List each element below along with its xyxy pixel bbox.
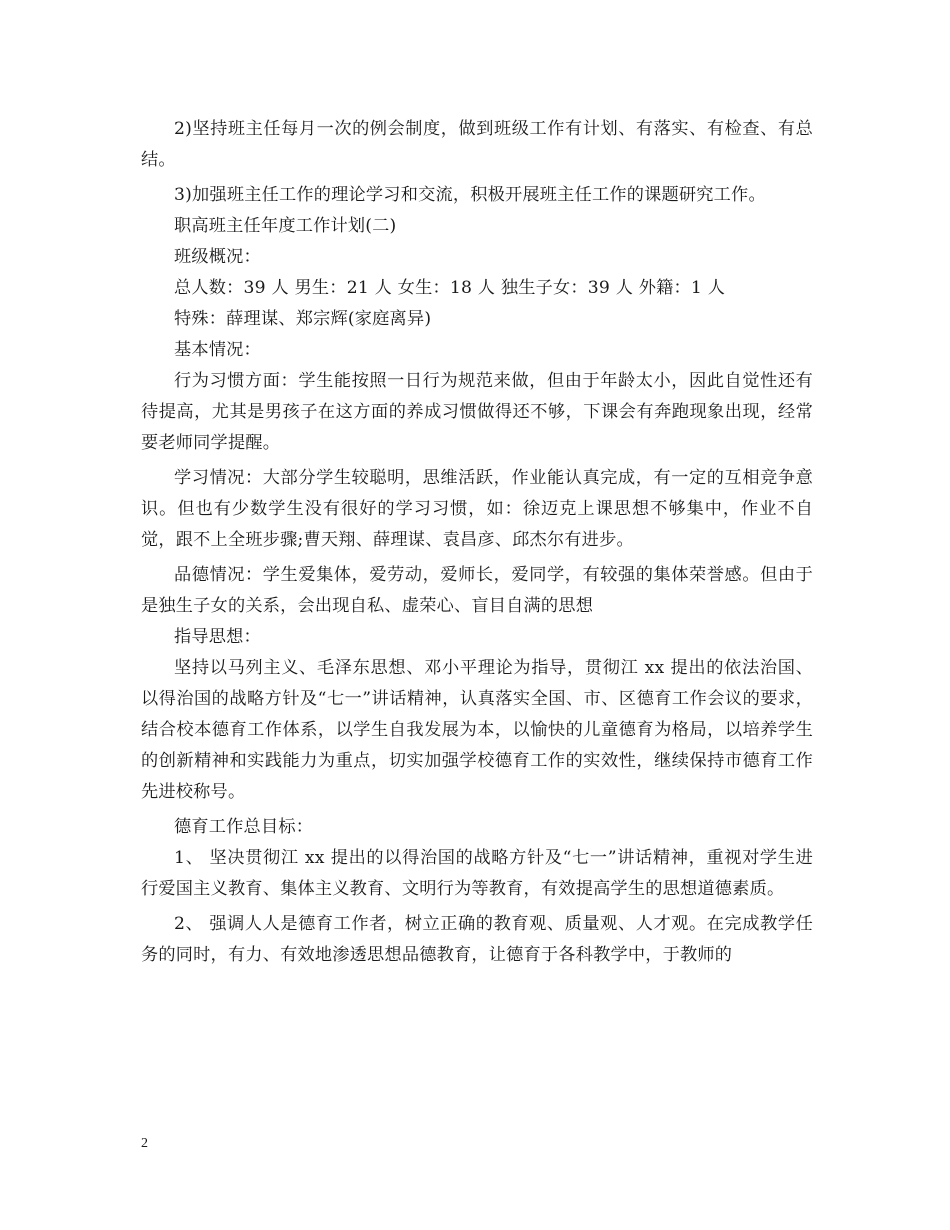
morality-paragraph: 品德情况：学生爱集体，爱劳动，爱师长，爱同学，有较强的集体荣誉感。但由于是独生子女的关系，会出现自私、虚荣心、盲目自满的思想 bbox=[141, 565, 813, 616]
basic-situation-heading: 基本情况： bbox=[174, 340, 261, 360]
special-cases: 特殊：薛理谋、郑宗辉(家庭离异) bbox=[174, 309, 432, 329]
page-number: 2 bbox=[141, 1136, 148, 1151]
guiding-thought-heading: 指导思想： bbox=[174, 627, 261, 647]
paragraph-1: 2)坚持班主任每月一次的例会制度，做到班级工作有计划、有落实、有检查、有总结。 bbox=[141, 119, 813, 170]
section-title: 职高班主任年度工作计划(二) bbox=[174, 216, 397, 236]
behavior-paragraph: 行为习惯方面：学生能按照一日行为规范来做，但由于年龄太小，因此自觉性还有待提高，尤其是男孩子在这方面的养成习惯做得还不够，下课会有奔跑现象出现，经常要老师同学提醒。 bbox=[141, 371, 813, 453]
goal-item-2: 2、 强调人人是德育工作者，树立正确的教育观、质量观、人才观。在完成教学任务的同时，有力、有效地渗透思想品德教育，让德育于各科教学中，于教师的 bbox=[141, 914, 813, 965]
class-overview-heading: 班级概况： bbox=[174, 247, 261, 267]
document-body bbox=[141, 114, 813, 971]
class-stats: 总人数：39 人 男生：21 人 女生：18 人 独生子女：39 人 外籍：1 人 bbox=[174, 278, 726, 298]
guiding-thought-paragraph: 坚持以马列主义、毛泽东思想、邓小平理论为指导，贯彻江 xx 提出的依法治国、以得治国的战略方针及“七一”讲话精神，认真落实全国、市、区德育工作会议的要求，结合校本德育工作体系，以学生自我发展为本，以愉快的儿童德育为格局，以培养学生的创新精神和实践能力为重点，切实加强学校德育工作的实效性，继续保持市德育工作先进校称号。 bbox=[141, 658, 813, 802]
goal-item-1: 1、 坚决贯彻江 xx 提出的以得治国的战略方针及“七一”讲话精神，重视对学生进行爱国主义教育、集体主义教育、文明行为等教育，有效提高学生的思想道德素质。 bbox=[141, 848, 813, 899]
paragraph-2: 3)加强班主任工作的理论学习和交流，积极开展班主任工作的课题研究工作。 bbox=[174, 185, 766, 205]
study-paragraph: 学习情况：大部分学生较聪明，思维活跃，作业能认真完成，有一定的互相竞争意识。但也有少数学生没有很好的学习习惯，如：徐迈克上课思想不够集中，作业不自觉，跟不上全班步骤;曹天翔、薛理谋、袁昌彦、邱杰尔有进步。 bbox=[141, 468, 813, 550]
moral-goals-heading: 德育工作总目标： bbox=[174, 817, 314, 837]
